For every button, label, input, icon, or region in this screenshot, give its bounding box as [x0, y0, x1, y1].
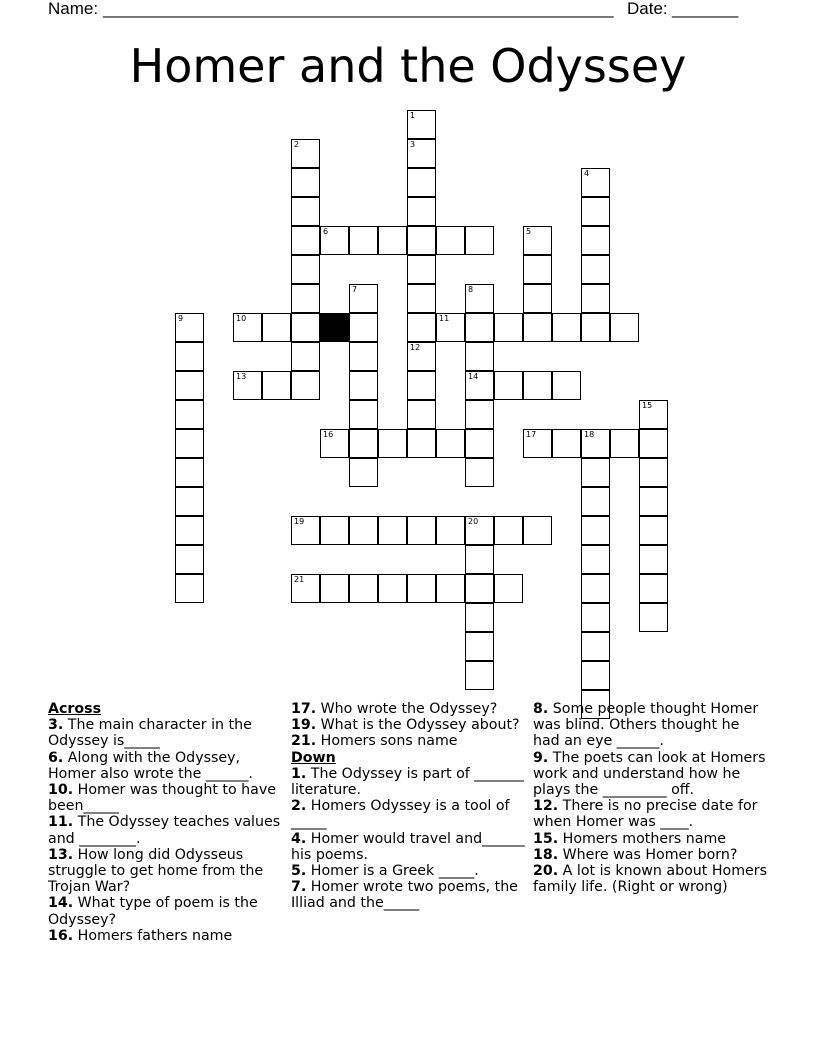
grid-cell[interactable] — [581, 255, 610, 284]
clue-number: 13. — [48, 846, 74, 863]
grid-cell[interactable] — [465, 516, 494, 545]
grid-cell[interactable] — [639, 574, 668, 603]
grid-cell[interactable] — [436, 226, 465, 255]
grid-cell[interactable] — [523, 313, 552, 342]
grid-cell[interactable] — [407, 313, 436, 342]
grid-cell[interactable] — [407, 226, 436, 255]
clue-number: 7. — [291, 879, 307, 896]
down-heading: Down — [291, 749, 336, 766]
grid-cell[interactable] — [465, 545, 494, 574]
grid-cell[interactable] — [175, 371, 204, 400]
grid-cell[interactable] — [407, 255, 436, 284]
clue-item — [291, 831, 527, 863]
grid-cell[interactable] — [407, 168, 436, 197]
grid-cell[interactable] — [233, 313, 262, 342]
clue-number: 15. — [533, 830, 559, 847]
grid-cell[interactable] — [581, 516, 610, 545]
clue-text: What type of poem is the Odyssey? — [48, 895, 258, 928]
down-clues-list-continued — [533, 701, 769, 895]
grid-cell[interactable] — [581, 429, 610, 458]
grid-cell[interactable] — [291, 313, 320, 342]
clue-number-label: 7 — [352, 285, 358, 294]
clue-number: 16. — [48, 927, 74, 944]
clue-item — [533, 798, 769, 830]
grid-cell[interactable] — [494, 574, 523, 603]
clue-number-label: 6 — [323, 227, 329, 236]
clue-number-label: 16 — [323, 430, 334, 439]
clue-text: The poets can look at Homers work and understand how he plays the _________ off. — [533, 749, 766, 799]
grid-cell[interactable] — [262, 371, 291, 400]
clue-text: Homer wrote two poems, the Illiad and the_____ — [291, 879, 518, 912]
clue-number: 10. — [48, 782, 74, 799]
grid-cell[interactable] — [320, 574, 349, 603]
grid-cell[interactable] — [349, 458, 378, 487]
grid-cell[interactable] — [349, 574, 378, 603]
grid-cell[interactable] — [175, 342, 204, 371]
grid-cell[interactable] — [407, 284, 436, 313]
clue-item — [291, 701, 527, 717]
grid-cell[interactable] — [639, 545, 668, 574]
clue-item — [48, 750, 284, 782]
grid-cell[interactable] — [552, 313, 581, 342]
clue-item — [533, 701, 769, 750]
grid-cell[interactable] — [291, 197, 320, 226]
grid-cell[interactable] — [581, 313, 610, 342]
grid-cell[interactable] — [523, 284, 552, 313]
grid-cell[interactable] — [378, 429, 407, 458]
across-clues-list-continued — [291, 701, 527, 750]
grid-cell[interactable] — [349, 371, 378, 400]
grid-cell[interactable] — [465, 284, 494, 313]
grid-cell[interactable] — [552, 429, 581, 458]
grid-cell[interactable] — [407, 400, 436, 429]
grid-cell[interactable] — [175, 545, 204, 574]
grid-cell[interactable] — [465, 342, 494, 371]
grid-cell[interactable] — [581, 197, 610, 226]
down-clues-list — [291, 766, 527, 912]
clues-column-3 — [533, 701, 769, 895]
grid-cell[interactable] — [407, 516, 436, 545]
clue-text: How long did Odysseus struggle to get home from the Trojan War? — [48, 846, 264, 896]
clue-text: Homer is a Greek _____. — [310, 863, 479, 880]
grid-cell[interactable] — [465, 574, 494, 603]
clue-number-label: 10 — [236, 314, 247, 323]
clue-text: Homers sons name — [320, 733, 458, 750]
grid-cell[interactable] — [291, 139, 320, 168]
grid-cell[interactable] — [349, 400, 378, 429]
grid-cell[interactable] — [175, 458, 204, 487]
clue-number-label: 15 — [642, 401, 653, 410]
grid-cell[interactable] — [291, 371, 320, 400]
grid-cell[interactable] — [291, 168, 320, 197]
grid-cell[interactable] — [407, 574, 436, 603]
grid-cell[interactable] — [320, 429, 349, 458]
grid-cell[interactable] — [291, 226, 320, 255]
grid-cell[interactable] — [465, 226, 494, 255]
clue-number-label: 9 — [178, 314, 184, 323]
grid-cell[interactable] — [581, 487, 610, 516]
grid-cell[interactable] — [523, 429, 552, 458]
clue-number-label: 14 — [468, 372, 479, 381]
clue-number-label: 1 — [410, 111, 416, 120]
grid-cell[interactable] — [175, 516, 204, 545]
clue-item — [533, 847, 769, 863]
grid-cell[interactable] — [378, 516, 407, 545]
grid-cell[interactable] — [175, 429, 204, 458]
clue-text: Homers fathers name — [77, 927, 233, 944]
grid-cell-black — [320, 313, 349, 342]
name-label: Name: — [48, 0, 99, 18]
clue-item — [291, 766, 527, 798]
grid-cell[interactable] — [378, 226, 407, 255]
grid-cell[interactable] — [581, 661, 610, 690]
clue-text: Where was Homer born? — [562, 846, 738, 863]
clue-number: 5. — [291, 863, 307, 880]
clue-number: 18. — [533, 846, 559, 863]
clue-item — [291, 863, 527, 879]
clues-column-1 — [48, 701, 284, 944]
grid-cell[interactable] — [465, 400, 494, 429]
clue-number-label: 3 — [410, 140, 416, 149]
grid-cell[interactable] — [581, 574, 610, 603]
grid-cell[interactable] — [581, 632, 610, 661]
grid-cell[interactable] — [639, 603, 668, 632]
clue-number: 4. — [291, 830, 307, 847]
grid-cell[interactable] — [378, 574, 407, 603]
grid-cell[interactable] — [581, 545, 610, 574]
grid-cell[interactable] — [639, 458, 668, 487]
clue-number-label: 20 — [468, 517, 479, 526]
clue-number-label: 18 — [584, 430, 595, 439]
grid-cell[interactable] — [494, 313, 523, 342]
clue-item — [48, 895, 284, 927]
clue-item — [533, 750, 769, 799]
page-title: Homer and the Odyssey — [129, 39, 687, 93]
clue-number-label: 11 — [439, 314, 450, 323]
clue-number-label: 13 — [236, 372, 247, 381]
clue-text: Some people thought Homer was blind. Others thought he had an eye ______. — [533, 701, 759, 750]
clue-number: 1. — [291, 765, 307, 782]
grid-cell[interactable] — [465, 603, 494, 632]
clue-number: 3. — [48, 717, 64, 734]
grid-cell[interactable] — [465, 661, 494, 690]
clue-text: Homer would travel and______ his poems. — [291, 830, 525, 863]
clue-text: There is no precise date for when Homer was ____. — [533, 798, 758, 831]
clue-number-label: 2 — [294, 140, 300, 149]
grid-cell[interactable] — [581, 603, 610, 632]
grid-cell[interactable] — [610, 313, 639, 342]
grid-cell[interactable] — [407, 110, 436, 139]
clue-number: 12. — [533, 798, 559, 815]
clue-item — [533, 863, 769, 895]
grid-cell[interactable] — [407, 342, 436, 371]
date-blank[interactable]: _______ — [672, 0, 739, 18]
grid-cell[interactable] — [610, 429, 639, 458]
name-blank[interactable]: ______________________________________________________ — [103, 0, 614, 18]
clue-text: A lot is known about Homers family life. (Right or wrong) — [533, 863, 767, 896]
grid-cell[interactable] — [436, 313, 465, 342]
grid-cell[interactable] — [262, 313, 291, 342]
clue-text: The Odyssey is part of _______ literature. — [291, 765, 524, 799]
grid-cell[interactable] — [465, 632, 494, 661]
clue-number: 17. — [291, 701, 317, 717]
grid-cell[interactable] — [494, 516, 523, 545]
clue-text: What is the Odyssey about? — [320, 717, 520, 734]
grid-cell[interactable] — [465, 458, 494, 487]
clue-number-label: 4 — [584, 169, 590, 178]
across-clues-list — [48, 717, 284, 944]
clue-number-label: 19 — [294, 517, 305, 526]
clue-text: Who wrote the Odyssey? — [320, 701, 498, 717]
grid-cell[interactable] — [465, 429, 494, 458]
clue-number-label: 21 — [294, 575, 305, 584]
clue-item — [48, 928, 284, 944]
grid-cell[interactable] — [639, 400, 668, 429]
clue-text: The Odyssey teaches values and ________. — [48, 814, 281, 847]
clue-number: 19. — [291, 717, 317, 734]
grid-cell[interactable] — [291, 342, 320, 371]
clue-item — [48, 847, 284, 896]
grid-cell[interactable] — [291, 516, 320, 545]
grid-cell[interactable] — [639, 429, 668, 458]
clue-item — [291, 798, 527, 830]
grid-cell[interactable] — [349, 516, 378, 545]
grid-cell[interactable] — [581, 226, 610, 255]
clue-text: The main character in the Odyssey is_____ — [48, 717, 252, 750]
clue-text: Homer was thought to have been_____ — [48, 782, 276, 815]
clue-number: 14. — [48, 895, 74, 912]
clue-item — [291, 733, 527, 749]
clue-item — [291, 717, 527, 733]
across-heading: Across — [48, 701, 102, 717]
clue-text: Along with the Odyssey, Homer also wrote the ______. — [48, 749, 253, 782]
grid-cell[interactable] — [465, 313, 494, 342]
clue-item — [48, 814, 284, 846]
clue-number-label: 12 — [410, 343, 421, 352]
grid-cell[interactable] — [175, 400, 204, 429]
grid-cell[interactable] — [349, 226, 378, 255]
grid-cell[interactable] — [233, 371, 262, 400]
grid-cell[interactable] — [581, 458, 610, 487]
grid-cell[interactable] — [436, 516, 465, 545]
grid-cell[interactable] — [320, 516, 349, 545]
grid-cell[interactable] — [581, 168, 610, 197]
grid-cell[interactable] — [349, 429, 378, 458]
grid-cell[interactable] — [175, 574, 204, 603]
grid-cell[interactable] — [465, 371, 494, 400]
clue-number: 8. — [533, 701, 549, 717]
grid-cell[interactable] — [407, 139, 436, 168]
grid-cell[interactable] — [407, 429, 436, 458]
grid-cell[interactable] — [581, 284, 610, 313]
grid-cell[interactable] — [349, 284, 378, 313]
grid-cell[interactable] — [436, 429, 465, 458]
clue-number: 6. — [48, 749, 64, 766]
clue-number-label: 17 — [526, 430, 537, 439]
grid-cell[interactable] — [349, 342, 378, 371]
grid-cell[interactable] — [407, 371, 436, 400]
clue-text: Homers Odyssey is a tool of _____ — [291, 798, 510, 831]
grid-cell[interactable] — [552, 371, 581, 400]
clue-number: 11. — [48, 814, 74, 831]
clue-number: 9. — [533, 749, 549, 766]
clue-number-label: 8 — [468, 285, 474, 294]
grid-cell[interactable] — [523, 226, 552, 255]
clue-number: 21. — [291, 733, 317, 750]
grid-cell[interactable] — [291, 574, 320, 603]
grid-cell[interactable] — [349, 313, 378, 342]
clue-item — [48, 782, 284, 814]
grid-cell[interactable] — [523, 371, 552, 400]
grid-cell[interactable] — [523, 516, 552, 545]
grid-cell[interactable] — [175, 313, 204, 342]
grid-cell[interactable] — [291, 255, 320, 284]
clues-column-2 — [291, 701, 527, 912]
grid-cell[interactable] — [175, 487, 204, 516]
grid-cell[interactable] — [436, 574, 465, 603]
grid-cell[interactable] — [639, 516, 668, 545]
grid-cell[interactable] — [320, 226, 349, 255]
clue-number-label: 5 — [526, 227, 532, 236]
grid-cell[interactable] — [523, 255, 552, 284]
grid-cell[interactable] — [494, 371, 523, 400]
clue-number: 2. — [291, 798, 307, 815]
grid-cell[interactable] — [291, 284, 320, 313]
clue-item — [48, 717, 284, 749]
clue-text: Homers mothers name — [562, 830, 727, 847]
grid-cell[interactable] — [407, 197, 436, 226]
clue-item — [291, 879, 527, 911]
grid-cell[interactable] — [639, 487, 668, 516]
clue-item — [533, 831, 769, 847]
date-label: Date: — [627, 0, 668, 18]
clue-number: 20. — [533, 863, 559, 880]
